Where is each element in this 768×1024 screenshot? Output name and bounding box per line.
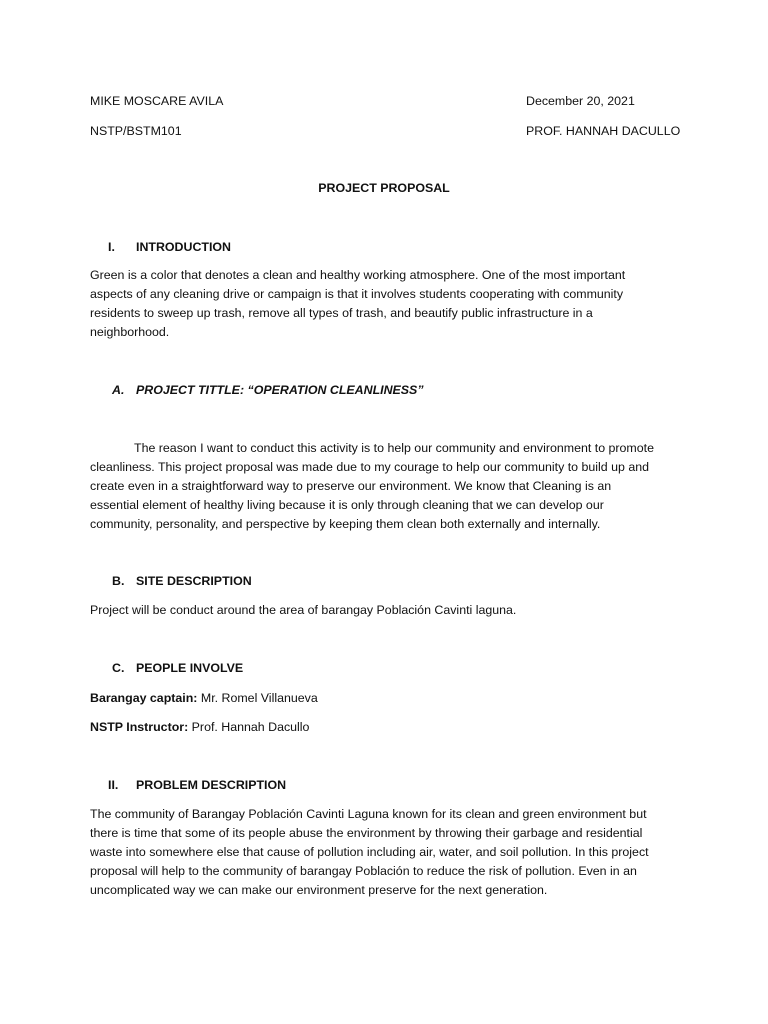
subsection-c-letter: C. (112, 661, 125, 675)
project-title-paragraph (90, 439, 654, 534)
section-problem-heading (108, 776, 286, 795)
paragraph-line: community, personality, and perspective by keeping them clean both externally and internally. (90, 517, 601, 531)
author-name: MIKE MOSCARE AVILA (90, 94, 224, 108)
document-title: PROJECT PROPOSAL (318, 181, 450, 195)
section-intro-heading (108, 238, 231, 257)
subsection-b-heading (112, 572, 252, 591)
problem-paragraph (90, 805, 650, 900)
section-intro-title: INTRODUCTION (136, 240, 231, 254)
document-date: December 20, 2021 (526, 94, 635, 108)
subsection-c-heading (112, 659, 243, 678)
course-code: NSTP/BSTM101 (90, 124, 182, 138)
subsection-a-title: PROJECT TITTLE: “OPERATION CLEANLINESS” (136, 383, 424, 397)
intro-paragraph (90, 266, 650, 342)
paragraph-line: proposal will help to the community of barangay Población to reduce the risk of pollution. Even in an (90, 864, 637, 878)
paragraph-line: create even in a straightforward way to preserve our environment. We know that Cleaning is an (90, 479, 612, 493)
subsection-a-heading (112, 381, 424, 400)
paragraph-line: residents to sweep up trash, remove all types of trash, and beautify public infrastructure in a (90, 306, 593, 320)
paragraph-line: there is time that some of its people abuse the environment by throwing their garbage and residential (90, 826, 643, 840)
nstp-instructor-name: Prof. Hannah Dacullo (191, 720, 310, 734)
paragraph-line: neighborhood. (90, 325, 170, 339)
professor-name: PROF. HANNAH DACULLO (526, 124, 681, 138)
paragraph-line: waste into somewhere else that cause of pollution including air, water, and soil pollution. In this project (90, 845, 649, 859)
paragraph-line: essential element of healthy living because it is only through cleaning that we can develop our (90, 498, 604, 512)
paragraph-line: cleanliness. This project proposal was made due to my courage to help our community to build up and (90, 460, 650, 474)
nstp-instructor-line (90, 718, 309, 737)
paragraph-line: The community of Barangay Población Cavinti Laguna known for its clean and green environment but (90, 807, 647, 821)
paragraph-line: uncomplicated way we can make our environment preserve for the next generation. (90, 883, 548, 897)
paragraph-line: Green is a color that denotes a clean and healthy working atmosphere. One of the most important (90, 268, 626, 282)
subsection-a-letter: A. (112, 383, 125, 397)
paragraph-line: The reason I want to conduct this activity is to help our community and environment to promote (134, 441, 654, 455)
barangay-captain-label: Barangay captain: (90, 691, 198, 705)
subsection-b-title: SITE DESCRIPTION (136, 574, 252, 588)
site-description-text: Project will be conduct around the area of barangay Población Cavinti laguna. (90, 603, 517, 617)
barangay-captain-line (90, 689, 318, 708)
section-problem-number: II. (108, 778, 119, 792)
section-intro-number: I. (108, 240, 115, 254)
subsection-c-title: PEOPLE INVOLVE (136, 661, 244, 675)
subsection-b-letter: B. (112, 574, 125, 588)
barangay-captain-name: Mr. Romel Villanueva (200, 691, 318, 705)
nstp-instructor-label: NSTP Instructor: (90, 720, 189, 734)
paragraph-line: aspects of any cleaning drive or campaign is that it involves students cooperating with community (90, 287, 624, 301)
section-problem-title: PROBLEM DESCRIPTION (136, 778, 287, 792)
